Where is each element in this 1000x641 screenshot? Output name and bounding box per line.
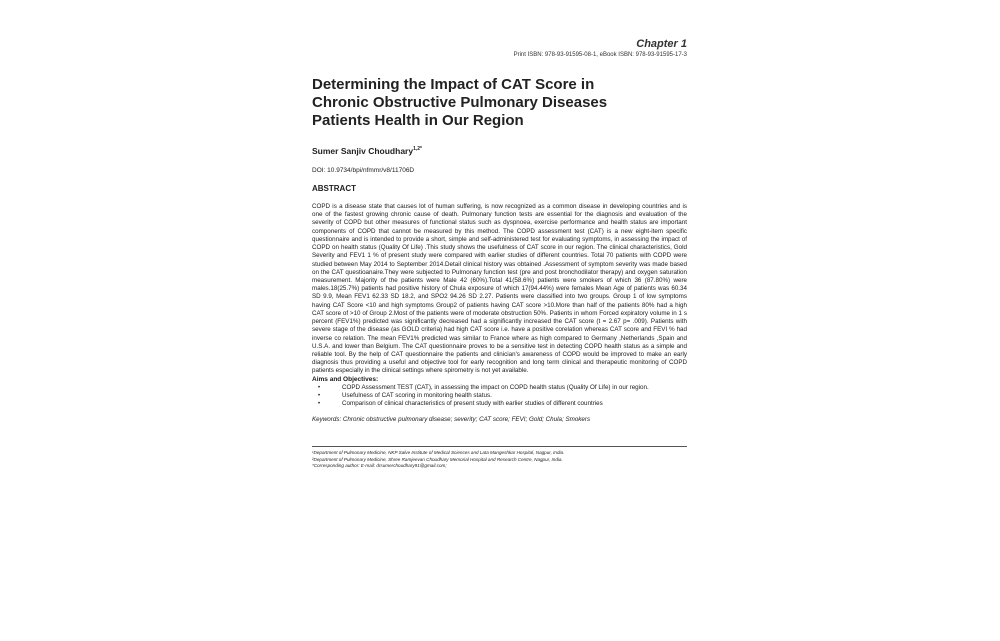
aims-list-item: • Comparison of clinical characteristics of present study with earlier studies of different countries [312, 400, 652, 408]
isbn-line: Print ISBN: 978-93-91595-08-1, eBook ISBN: 978-93-91595-17-3 [513, 52, 687, 58]
paper-title: Determining the Impact of CAT Score in Chronic Obstructive Pulmonary Diseases Patients Health in Our Region [312, 76, 608, 129]
footnote-affiliation-1: ¹Department of Pulmonary Medicine, NKP Salve Institute of Medical Sciences and Lata Mangeshkar Hospital, Nagpur, India. [312, 450, 565, 456]
author-line [312, 146, 687, 156]
aims-heading: Aims and Objectives: [312, 375, 379, 383]
author-name: Sumer Sanjiv Choudhary [312, 146, 414, 156]
document-page [312, 38, 687, 469]
footnote-affiliation-2: ²Department of Pulmonary Medicine, Shree Ramjeevan Choudhary Memorial Hospital and Research Centre, Nagpur, India. [312, 456, 563, 462]
aims-list-item: • Usefulness of CAT scoring in monitoring health status. [312, 392, 652, 400]
chapter-label: Chapter 1 [636, 38, 687, 50]
footnote-divider [312, 446, 687, 447]
footnotes [312, 450, 687, 469]
aims-list-item: • COPD Assessment TEST (CAT), in assessing the impact on COPD health status (Quality Of Life) in our region. [312, 384, 652, 392]
keywords: Keywords: Chronic obstructive pulmonary disease; severity; CAT score; FEVI; Gold; Chula; Smokers [312, 416, 591, 424]
abstract-text: COPD is a disease state that causes lot of human suffering, is now recognized as a common disease in developing countries and is one of the fastest growing chronic cause of death. Pulmonary function tests are essential for the diagnosis and evaluation of the severity of COPD but other measures of functional status such as dyspnoea, exercise performance and health status are important components of COPD that cannot be measured by this method. The COPD assessment test (CAT) is a new eight-item specific questionnaire and is intended to provide a short, simple and self-administered test for evaluating symptoms, in assessing the impact of COPD on health status (Quality Of Life) .This study shows the usefulness of CAT score in our region. The clinical characteristics, Gold Severity and FEV1 1 % of present study were compared with earlier studies of different countries. Total 70 patients with COPD were studied between May 2014 to September 2014.Detail clinical history was obtained .Assessment of symptom severity was made based on the CAT questioanaire.They were subjected to Pulmonary function test (pre and post bronchodilator therapy) and oxygen saturation measurement. Majority of the patients were Male 42 (60%).Total 41(58.6%) patients were smokers of which 36 (87.80%) were males.18(25.7%) patients had positive history of Chula exposure of which 17(94.44%) were females Mean Age of patients was 60.34 SD 9.9, Mean FEV1 62.33 SD 18.2, and SPO2 94.26 SD 2.27. Patients were classified into two groups. Group 1 of low symptoms having CAT Score <10 and high symptoms Group2 of patients having CAT score >10.More than half of the patients 80% had a high CAT score of >10 of Group 2.Most of the patients were of moderate obstruction 50%. Patients in whom Forced expiratory volume in 1 s percent (FEV1%) predicted was significantly decreased had a significantly increased the CAT score (t = 2.67 p= .009). Patients with severe stage of the disease (as GOLD criteria) had high CAT score i.e. have a positive corelation whereas CAT score and FEVI % had inverse co relation. The mean FEV1% predicted was similar to France where as high compared to Germany ,Netherlands ,Spain and U.S.A. and lower than Belgium. The CAT questionnaire proves to be a sensitive test in detecting COPD health status as a simple and reliable tool. By the help of CAT questionnaire the patients and clinician's awareness of COPD would be improved to make an early diagnosis thus providing a useful and objective tool for early recognition and long term clinical and therapeutic monitoring of COPD patients especially in the clinical settings where spirometry is not yet available. [312, 203, 687, 375]
doi-line: DOI: 10.9734/bpi/nfmmr/v8/11706D [312, 167, 415, 174]
author-affiliation-marker: 1,2* [413, 146, 422, 153]
aims-list [312, 384, 687, 409]
footnote-corresponding-author: *Corresponding author: E-mail: drsumerchoudhary91@gmail.com; [312, 462, 447, 468]
abstract-heading: ABSTRACT [312, 184, 356, 193]
